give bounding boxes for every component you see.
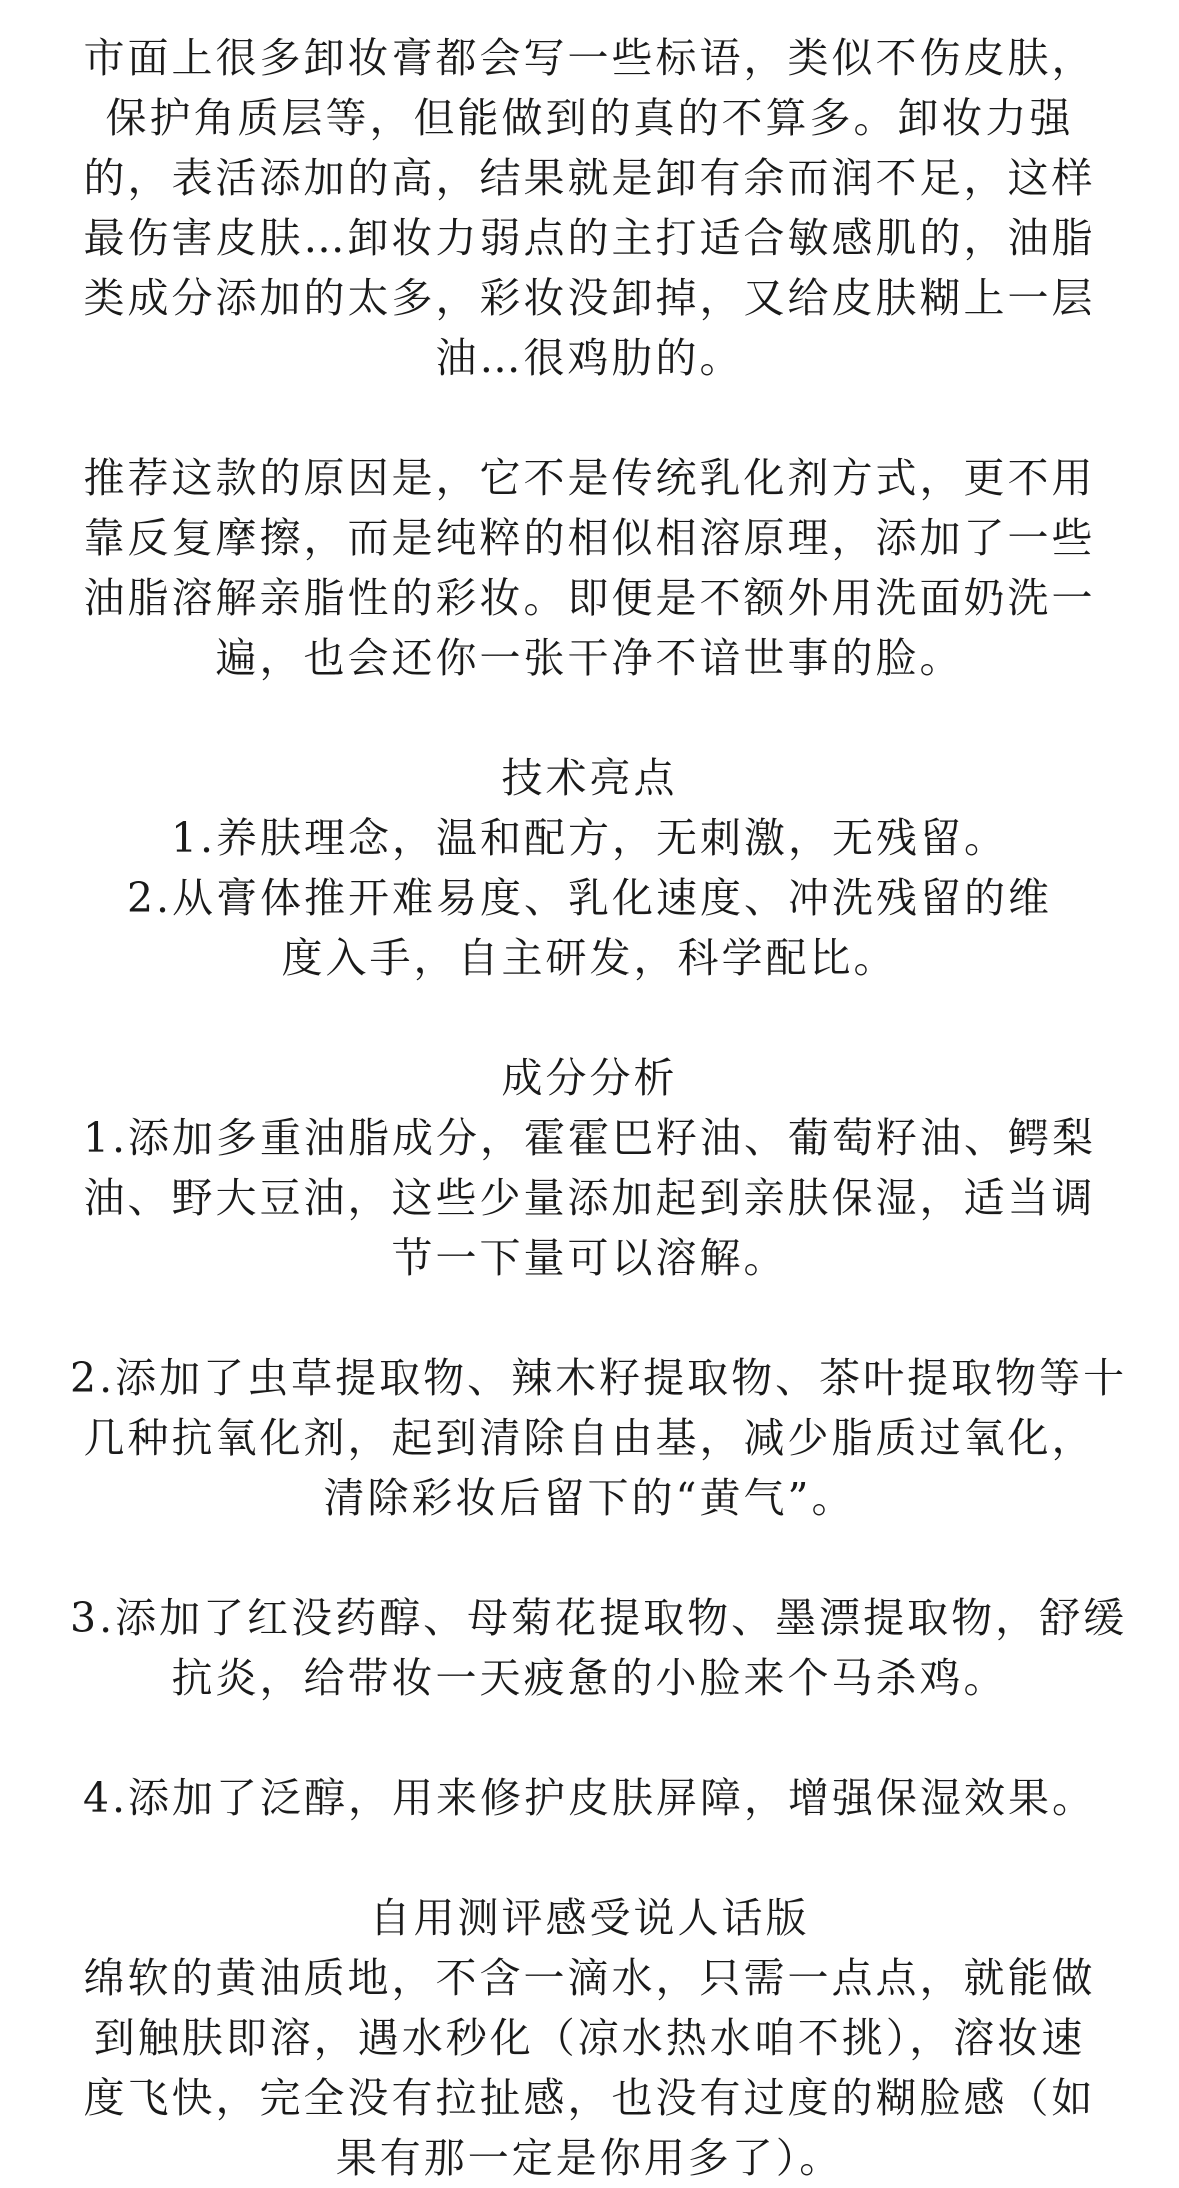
tech-heading: 技术亮点 bbox=[501, 754, 678, 802]
ingredient-item-2 bbox=[70, 1348, 1128, 1528]
text-line: 绵软的黄油质地，不含一滴水，只需一点点，就能做 bbox=[83, 1954, 1096, 2002]
text-line: 最伤害皮肤…卸妆力弱点的主打适合敏感肌的，油脂 bbox=[83, 214, 1096, 262]
text-line: 市面上很多卸妆膏都会写一些标语，类似不伤皮肤， bbox=[83, 34, 1096, 82]
text-line: 清除彩妆后留下的“黄气”。 bbox=[323, 1474, 856, 1522]
text-line: 果有那一定是你用多了）。 bbox=[335, 2134, 844, 2182]
text-line: 油、野大豆油，这些少量添加起到亲肤保湿，适当调 bbox=[83, 1174, 1096, 1222]
text-line: 度入手，自主研发，科学配比。 bbox=[281, 934, 898, 982]
text-line: 4.添加了泛醇，用来修护皮肤屏障，增强保湿效果。 bbox=[82, 1774, 1097, 1822]
review-heading: 自用测评感受说人话版 bbox=[369, 1894, 810, 1942]
text-line: 1.养肤理念，温和配方，无刺激，无残留。 bbox=[170, 814, 1009, 862]
paragraph-gap bbox=[70, 688, 1109, 748]
reason-paragraph bbox=[70, 448, 1109, 688]
paragraph-gap bbox=[70, 1288, 1109, 1348]
ingredient-item-4 bbox=[70, 1768, 1109, 1828]
text-line: 遍，也会还你一张干净不谙世事的脸。 bbox=[215, 634, 964, 682]
review-section bbox=[70, 1888, 1109, 2188]
paragraph-gap bbox=[70, 988, 1109, 1048]
text-line: 2.从膏体推开难易度、乳化速度、冲洗残留的维 bbox=[126, 874, 1053, 922]
text-line: 油…很鸡肋的。 bbox=[435, 334, 744, 382]
text-line: 2.添加了虫草提取物、辣木籽提取物、茶叶提取物等十 bbox=[70, 1354, 1128, 1402]
text-line: 3.添加了红没药醇、母菊花提取物、墨漂提取物，舒缓 bbox=[70, 1594, 1128, 1642]
paragraph-gap bbox=[70, 1828, 1109, 1888]
text-line: 抗炎，给带妆一天疲惫的小脸来个马杀鸡。 bbox=[171, 1654, 1008, 1702]
text-line: 油脂溶解亲脂性的彩妆。即便是不额外用洗面奶洗一 bbox=[83, 574, 1096, 622]
paragraph-gap bbox=[70, 1708, 1109, 1768]
text-line: 到触肤即溶，遇水秒化（凉水热水咱不挑），溶妆速 bbox=[93, 2014, 1086, 2062]
paragraph-gap bbox=[70, 388, 1109, 448]
tech-section bbox=[70, 748, 1109, 988]
text-line: 靠反复摩擦，而是纯粹的相似相溶原理，添加了一些 bbox=[83, 514, 1096, 562]
text-line: 节一下量可以溶解。 bbox=[391, 1234, 788, 1282]
ingredients-section bbox=[70, 1048, 1109, 1288]
intro-paragraph bbox=[70, 28, 1109, 388]
text-line: 保护角质层等，但能做到的真的不算多。卸妆力强 bbox=[105, 94, 1074, 142]
text-line: 的，表活添加的高，结果就是卸有余而润不足，这样 bbox=[83, 154, 1096, 202]
text-line: 几种抗氧化剂，起到清除自由基，减少脂质过氧化， bbox=[83, 1414, 1096, 1462]
text-line: 度飞快，完全没有拉扯感，也没有过度的糊脸感（如 bbox=[83, 2074, 1096, 2122]
text-line: 推荐这款的原因是，它不是传统乳化剂方式，更不用 bbox=[83, 454, 1096, 502]
ingredient-item-3 bbox=[70, 1588, 1128, 1708]
paragraph-gap bbox=[70, 1528, 1109, 1588]
ingredients-heading: 成分分析 bbox=[501, 1054, 678, 1102]
text-line: 类成分添加的太多，彩妆没卸掉，又给皮肤糊上一层 bbox=[83, 274, 1096, 322]
text-line: 1.添加多重油脂成分，霍霍巴籽油、葡萄籽油、鳄梨 bbox=[82, 1114, 1097, 1162]
